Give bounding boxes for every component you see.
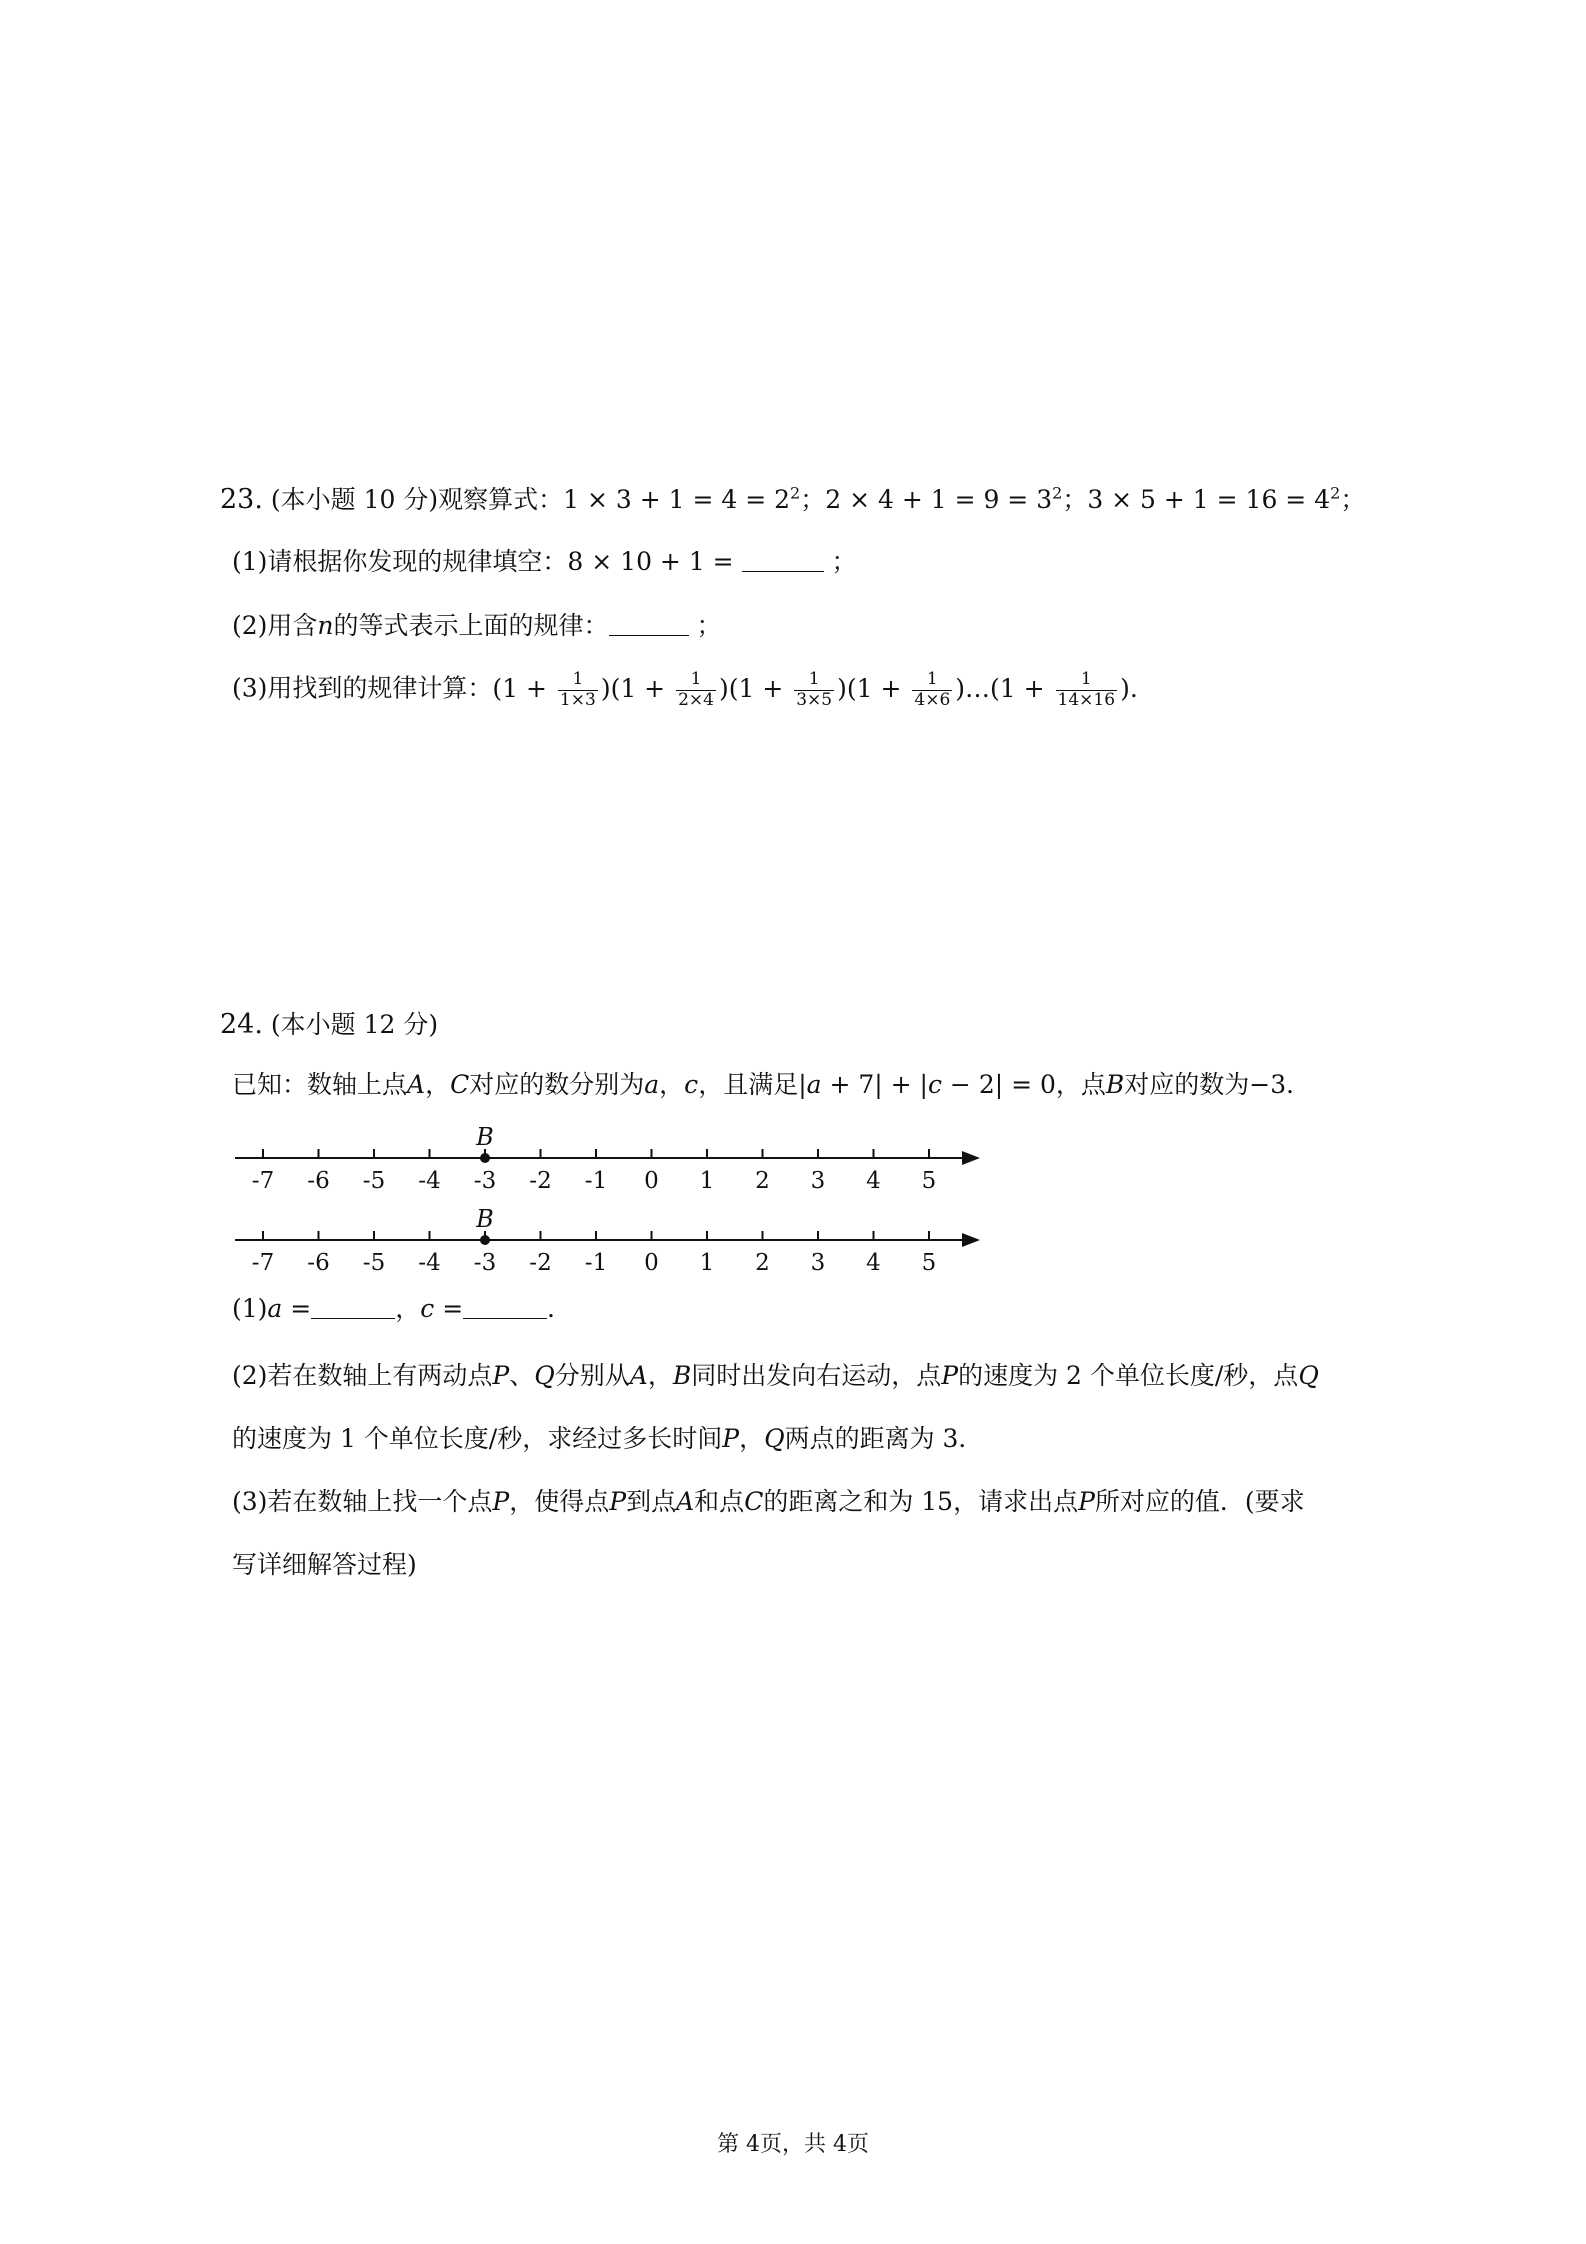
number-line-tick-label: 2 bbox=[755, 1168, 770, 1194]
q24-part3-segment: 写详细解答过程) bbox=[232, 1550, 417, 1579]
q24-part1-segment: ， bbox=[395, 1294, 421, 1323]
q23-part1-end: ； bbox=[823, 547, 857, 576]
q23-part1-blank bbox=[742, 549, 824, 572]
q24-part2-line1 bbox=[232, 1361, 1319, 1391]
point-b-label: B bbox=[476, 1123, 494, 1151]
q24-part2-segment: B bbox=[672, 1361, 692, 1390]
q23-fraction bbox=[1056, 670, 1118, 710]
q23-exp2: 2 bbox=[1052, 483, 1063, 503]
number-line-tick-label: -7 bbox=[251, 1250, 275, 1276]
q23-fraction bbox=[794, 670, 834, 710]
q24-part2-segment: (2)若在数轴上有两动点 bbox=[232, 1361, 493, 1390]
q24-part3-segment: ，使得点 bbox=[509, 1487, 610, 1516]
q23-header-line bbox=[220, 484, 1365, 516]
number-line-tick-label: 0 bbox=[644, 1250, 659, 1276]
q24-part1-segment: (1) bbox=[232, 1294, 268, 1323]
q24-part2-segment: 同时出发向右运动，点 bbox=[691, 1361, 942, 1390]
q23-part1-text: (1)请根据你发现的规律填空：8 × 10 + 1 = bbox=[232, 547, 734, 576]
number-line-tick-label: -2 bbox=[529, 1168, 552, 1194]
q24-part3-segment: 到点 bbox=[626, 1487, 677, 1516]
fraction-numerator: 1 bbox=[926, 669, 938, 689]
number-line-tick-label: -6 bbox=[307, 1168, 330, 1194]
fraction-denominator: 1×3 bbox=[559, 689, 596, 710]
q24-given-segment: ， bbox=[425, 1070, 451, 1099]
number-line-tick-label: -5 bbox=[362, 1168, 386, 1194]
q23-eq1: 1 × 3 + 1 = 4 = 2 bbox=[563, 485, 791, 514]
q24-given-segment: 对应的数分别为 bbox=[469, 1070, 645, 1099]
q23-fraction bbox=[676, 670, 716, 710]
arrow-right-icon bbox=[962, 1233, 980, 1247]
q24-part2-segment: 的速度为 1 个单位长度/秒，求经过多长时间 bbox=[232, 1424, 723, 1453]
point-b-dot bbox=[480, 1153, 490, 1163]
q24-given-segment: a bbox=[806, 1070, 822, 1099]
q23-part2-var: n bbox=[317, 611, 334, 640]
q24-given-segment: C bbox=[450, 1070, 470, 1099]
number-line-2 bbox=[0, 1202, 1000, 1282]
q23-factor-close: ). bbox=[1120, 673, 1138, 703]
q23-part2-b: 的等式表示上面的规律： bbox=[333, 611, 609, 640]
q24-part2-segment: 、 bbox=[509, 1361, 535, 1390]
q24-part2-segment: Q bbox=[1298, 1361, 1319, 1390]
number-line-tick-label: 2 bbox=[755, 1250, 770, 1276]
q23-factor-open: (1 + bbox=[990, 673, 1053, 703]
number-line-tick-label: -5 bbox=[362, 1250, 386, 1276]
fraction-denominator: 4×6 bbox=[914, 689, 951, 710]
q24-part1-segment: a bbox=[267, 1294, 283, 1323]
q23-part2-blank bbox=[609, 613, 689, 636]
q24-part2-segment: 分别从 bbox=[554, 1361, 630, 1390]
q23-factor-open: (1 + bbox=[846, 673, 910, 703]
q24-given-segment: 已知：数轴上点 bbox=[232, 1070, 408, 1099]
number-line-tick-label: -2 bbox=[529, 1250, 552, 1276]
number-line-tick-label: 1 bbox=[699, 1168, 715, 1194]
q23-part3-text: (3)用找到的规律计算： bbox=[232, 673, 493, 703]
q23-eq2: ；2 × 4 + 1 = 9 = 3 bbox=[800, 485, 1053, 514]
q23-number: 23. bbox=[220, 484, 263, 515]
q23-part1 bbox=[232, 547, 857, 577]
number-line-tick-label: -3 bbox=[473, 1168, 497, 1194]
q23-part3-product bbox=[492, 669, 1138, 710]
q23-factor-close: ) bbox=[837, 673, 847, 703]
q23-factor-close: ) bbox=[718, 673, 729, 703]
q24-part2-segment: ， bbox=[647, 1361, 673, 1390]
point-b-label: B bbox=[476, 1205, 494, 1233]
number-line-tick-label: -4 bbox=[418, 1168, 441, 1194]
q24-part2-segment: A bbox=[629, 1361, 648, 1390]
q24-given-segment: A bbox=[407, 1070, 426, 1099]
q23-part3 bbox=[232, 670, 1138, 710]
q24-part3-segment: P bbox=[492, 1487, 510, 1516]
q24-part1-segment: = bbox=[282, 1294, 312, 1323]
number-line-tick-label: 3 bbox=[810, 1168, 826, 1194]
q24-part3-segment: 和点 bbox=[694, 1487, 745, 1516]
q23-exp3: 2 bbox=[1330, 483, 1341, 503]
number-line-tick-label: -7 bbox=[251, 1168, 275, 1194]
q24-given-segment: c bbox=[684, 1070, 699, 1099]
q23-fraction bbox=[558, 670, 598, 710]
q24-part2-segment: 的速度为 2 个单位长度/秒，点 bbox=[958, 1361, 1299, 1390]
point-b-dot bbox=[480, 1235, 490, 1245]
fraction-numerator: 1 bbox=[1080, 669, 1092, 689]
number-line-tick-label: 5 bbox=[921, 1168, 937, 1194]
q23-part2-a: (2)用含 bbox=[232, 611, 318, 640]
number-line-tick-label: -6 bbox=[307, 1250, 330, 1276]
number-line-tick-label: -4 bbox=[418, 1250, 441, 1276]
q24-given-segment: c bbox=[927, 1070, 942, 1099]
q24-given bbox=[232, 1070, 1311, 1100]
q24-given-segment: 对应的数为−3． bbox=[1124, 1070, 1312, 1099]
q24-part2-segment: 两点的距离为 3． bbox=[784, 1424, 984, 1453]
number-line-1 bbox=[0, 1120, 1000, 1200]
q23-fraction bbox=[912, 670, 952, 710]
q24-part3-line1 bbox=[232, 1487, 1305, 1517]
q24-part1-blank bbox=[463, 1296, 547, 1319]
q24-part3-segment: (3)若在数轴上找一个点 bbox=[232, 1487, 493, 1516]
q24-header: (本小题 12 分) bbox=[270, 1010, 439, 1039]
q24-part1-segment: = bbox=[434, 1294, 464, 1323]
number-line-tick-label: 5 bbox=[921, 1250, 937, 1276]
fraction-numerator: 1 bbox=[690, 669, 702, 689]
q24-given-segment: B bbox=[1105, 1070, 1125, 1099]
q24-part3-segment: A bbox=[676, 1487, 695, 1516]
q24-part2-line2 bbox=[232, 1424, 983, 1454]
q24-part3-segment: P bbox=[1078, 1487, 1095, 1516]
fraction-denominator: 2×4 bbox=[678, 689, 714, 710]
number-line-tick-label: -3 bbox=[473, 1250, 497, 1276]
q24-header-line bbox=[220, 1009, 438, 1041]
number-line-tick-label: 1 bbox=[699, 1250, 715, 1276]
q23-factor-close: )… bbox=[955, 673, 991, 703]
q24-part1-segment: c bbox=[420, 1294, 435, 1323]
q24-part2-segment: Q bbox=[764, 1424, 785, 1453]
fraction-denominator: 3×5 bbox=[796, 689, 833, 710]
q23-end: ； bbox=[1340, 485, 1366, 514]
q24-given-segment: ， bbox=[659, 1070, 685, 1099]
number-line-tick-label: 4 bbox=[866, 1250, 881, 1276]
q24-given-segment: ，且满足| bbox=[698, 1070, 807, 1099]
q24-part2-segment: P bbox=[941, 1361, 959, 1390]
number-line-tick-label: 4 bbox=[866, 1168, 881, 1194]
q23-factor-open: (1 + bbox=[610, 673, 674, 703]
q24-part2-segment: P bbox=[492, 1361, 510, 1390]
q24-part1-segment: ． bbox=[547, 1294, 573, 1323]
q24-part3-segment: P bbox=[609, 1487, 627, 1516]
number-line-tick-label: 3 bbox=[810, 1250, 826, 1276]
q23-part2 bbox=[232, 611, 722, 641]
q24-part2-segment: P bbox=[722, 1424, 740, 1453]
q23-factor-open: (1 + bbox=[728, 673, 792, 703]
q23-eq3: ；3 × 5 + 1 = 16 = 4 bbox=[1062, 485, 1331, 514]
q23-exp1: 2 bbox=[790, 483, 801, 503]
q24-given-segment: + 7| + | bbox=[821, 1070, 928, 1099]
q24-given-segment: a bbox=[644, 1070, 660, 1099]
fraction-numerator: 1 bbox=[572, 669, 584, 689]
q24-part2-segment: ， bbox=[739, 1424, 765, 1453]
q24-part1-blank bbox=[311, 1296, 395, 1319]
q24-number: 24. bbox=[220, 1009, 263, 1040]
number-line-tick-label: 0 bbox=[644, 1168, 659, 1194]
q24-part3-segment: 所对应的值．(要求 bbox=[1094, 1487, 1305, 1516]
q23-part2-end: ； bbox=[688, 611, 722, 640]
q23-factor-close: ) bbox=[600, 673, 611, 703]
q24-part1 bbox=[232, 1294, 572, 1324]
number-line-tick-label: -1 bbox=[584, 1250, 608, 1276]
q24-part3-segment: C bbox=[744, 1487, 764, 1516]
q23-factor-open: (1 + bbox=[492, 673, 555, 703]
q24-part3-segment: 的距离之和为 15，请求出点 bbox=[763, 1487, 1079, 1516]
fraction-denominator: 14×16 bbox=[1057, 689, 1116, 710]
fraction-numerator: 1 bbox=[808, 669, 820, 689]
q24-given-segment: − 2| = 0，点 bbox=[941, 1070, 1106, 1099]
number-line-tick-label: -1 bbox=[584, 1168, 608, 1194]
arrow-right-icon bbox=[962, 1151, 980, 1165]
q24-part3-line2 bbox=[232, 1550, 417, 1580]
q24-part2-segment: Q bbox=[534, 1361, 555, 1390]
page-footer: 第 4页，共 4页 bbox=[717, 2132, 869, 2157]
q23-header: (本小题 10 分)观察算式： bbox=[270, 485, 564, 514]
